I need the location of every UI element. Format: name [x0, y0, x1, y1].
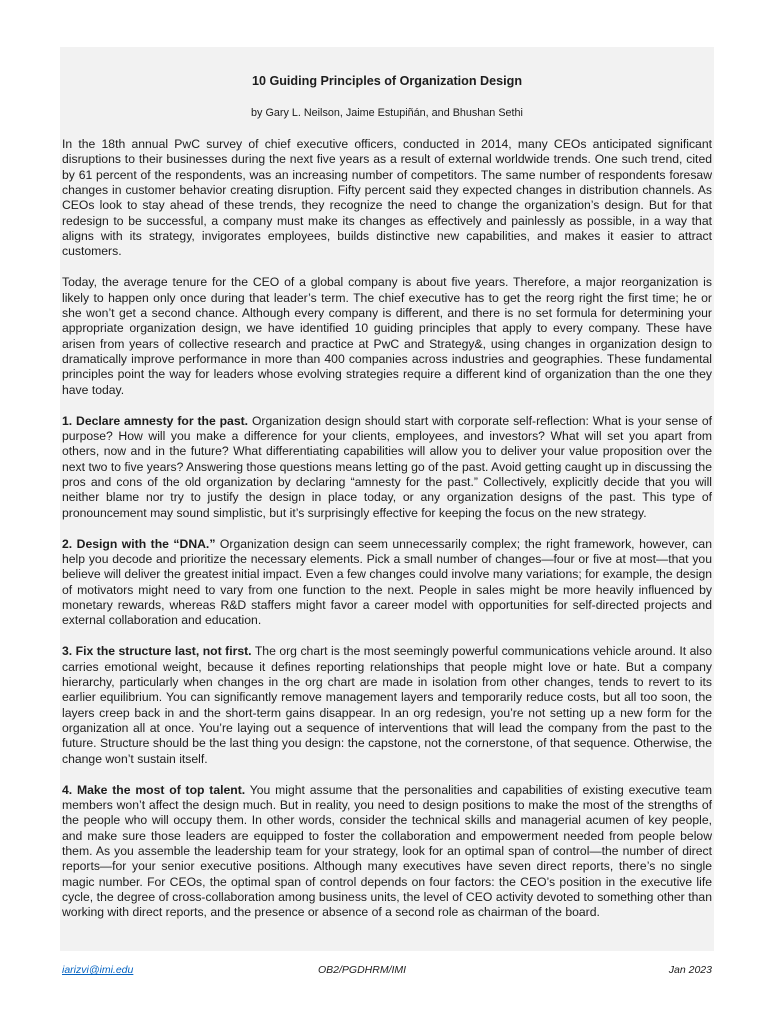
footer-course-code: OB2/PGDHRM/IMI — [318, 964, 407, 976]
document-title: 10 Guiding Principles of Organization Design — [251, 74, 523, 88]
principle-text: You might assume that the personalities and capabilities of existing executive team members won’t affect the design much. But in reality, you need to design positions to make the most of the strengths of the people who will occupy them. In other words, consider the technical skills and managerial acumen of key people, and make sure those leaders are equipped to foster the collaboration and empowerment needed from people below them. As you assemble the leadership team for your strategy, look for an optimal span of control—the number of direct reports—for your senior executive positions. Although many executives have seven direct reports, there’s no single magic number. For CEOs, the optimal span of control depends on four factors: the CEO’s position in the executive life cycle, the degree of cross-collaboration among business units, the level of CEO activity devoted to something other than working with direct reports, and the presence or absence of a second role as chairman of the board. — [62, 782, 712, 920]
principle-heading: 2. Design with the “DNA.” — [62, 536, 216, 551]
document-content — [62, 72, 712, 936]
principle-text: Organization design should start with corporate self-reflection: What is your sense of purpose? How will you make a difference for your clients, employees, and investors? What will set you apart from others, now and in the future? What differentiating capabilities will allow you to deliver your value proposition over the next two to five years? Answering those questions means letting go of the past. Avoid getting caught up in discussing the pros and cons of the old organization by declaring “amnesty for the past.” Collectively, explicitly decide that you will neither blame nor try to justify the design in place today, or any organization designs of the past. This type of pronouncement may sound simplistic, but it’s surprisingly effective for keeping the focus on the new strategy. — [62, 413, 712, 520]
principle-heading: 4. Make the most of top talent. — [62, 782, 246, 797]
footer-email-link[interactable]: iarizvi@imi.edu — [62, 964, 134, 976]
intro-paragraph: In the 18th annual PwC survey of chief executive officers, conducted in 2014, many CEOs anticipated significant disruptions to their businesses during the next five years as a result of external worldwide trends. One such trend, cited by 61 percent of the respondents, was an increasing number of competitors. The same number of respondents foresaw changes in customer behavior creating disruption. Fifty percent said they expected changes in distribution channels. As CEOs look to stay ahead of these trends, they recognize the need to change the organization’s design. But for that redesign to be successful, a company must make its changes as effectively and painlessly as possible, in a way that aligns with its strategy, invigorates employees, builds distinctive new capabilities, and makes it easier to attract customers. — [62, 137, 712, 259]
principle-text: The org chart is the most seemingly powerful communications vehicle around. It also carries emotional weight, because it defines reporting relationships that people might love or hate. But a company hierarchy, particularly when changes in the org chart are made in isolation from other changes, tends to revert to its earlier equilibrium. You can significantly remove management layers and temporarily reduce costs, but all too soon, the layers creep back in and the short-term gains disappear. In an org redesign, you’re not setting up a new form for the organization all at once. You’re laying out a sequence of interventions that will lead the company from the past to the future. Structure should be the last thing you design: the capstone, not the cornerstone, of that sequence. Otherwise, the change won’t sustain itself. — [62, 644, 713, 766]
document-body — [62, 137, 712, 921]
principle-paragraph — [62, 783, 712, 921]
intro-paragraph: Today, the average tenure for the CEO of a global company is about five years. Therefore, a major reorganization is likely to happen only once during that leader’s term. The chief executive has to get the reorg right the first time; he or she won’t get a second chance. Although every company is different, and there is no set formula for determining your appropriate organization design, we have identified 10 guiding principles that apply to every company. These have arisen from years of collective research and practice at PwC and Strategy&, using changes in organization design to dramatically improve performance in more than 400 companies across industries and geographies. These fundamental principles point the way for leaders whose evolving strategies require a different kind of organization than the one they have today. — [62, 275, 712, 397]
principle-paragraph — [62, 537, 712, 629]
footer-date: Jan 2023 — [668, 964, 712, 976]
principle-heading: 1. Declare amnesty for the past. — [62, 413, 249, 428]
principle-paragraph — [62, 644, 712, 767]
document-byline: by Gary L. Neilson, Jaime Estupiñán, and Bhushan Sethi — [251, 107, 523, 119]
principle-text: Organization design can seem unnecessarily complex; the right framework, however, can help you decode and prioritize the necessary elements. Pick a small number of changes—four or five at most—that you believe will deliver the greatest initial impact. Even a few changes could involve many variations; for example, the design of motivators might need to vary from one function to the next. People in sales might be more heavily influenced by monetary rewards, whereas R&D staffers might favor a career model with opportunities for self-directed projects and external collaboration and education. — [62, 536, 712, 628]
principle-paragraph — [62, 414, 712, 521]
principle-heading: 3. Fix the structure last, not first. — [62, 644, 252, 659]
